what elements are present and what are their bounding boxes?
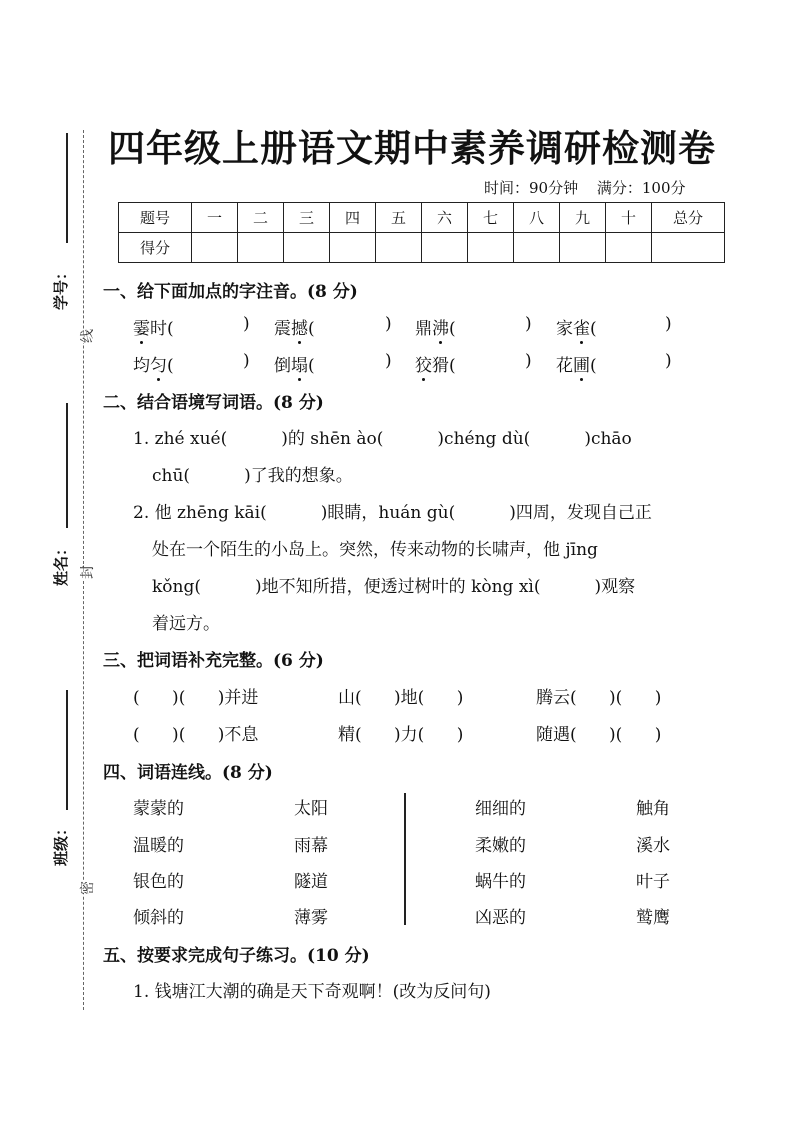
score-header-cell: 一 (192, 203, 238, 233)
dotted-char: 霎 (133, 319, 150, 339)
full-score-info: 满分：100分 (596, 179, 686, 197)
seal-char-seal: 封 (77, 565, 97, 579)
pinyin-item: 震撼( (274, 319, 315, 339)
section-2-title: 二、结合语境写词语。(8 分) (103, 393, 324, 413)
match-word[interactable]: 溪水 (636, 836, 670, 856)
dotted-char: 狡 (415, 356, 432, 376)
score-header-cell: 九 (560, 203, 606, 233)
pinyin-close: ) (665, 314, 672, 334)
score-cell-total[interactable] (652, 233, 725, 263)
match-word[interactable]: 太阳 (294, 799, 328, 819)
dotted-char: 塌 (291, 356, 308, 376)
match-word[interactable]: 温暖的 (133, 836, 184, 856)
score-table-score-row (119, 233, 725, 263)
matching-divider (404, 793, 406, 925)
match-word[interactable]: 叶子 (636, 872, 670, 892)
pinyin-item: 倒塌( (274, 356, 315, 376)
score-table-header-row (119, 203, 725, 233)
score-header-cell: 题号 (119, 203, 192, 233)
s2-line: kǒng( )地不知所措，便透过树叶的 kòng xì( )观察 (152, 577, 636, 597)
s2-line: chū( )了我的想象。 (152, 466, 353, 486)
pinyin-item: 均匀( (133, 356, 174, 376)
score-header-cell: 六 (422, 203, 468, 233)
match-word[interactable]: 细细的 (475, 799, 526, 819)
score-cell[interactable] (514, 233, 560, 263)
class-underline (66, 690, 68, 810)
score-cell[interactable] (192, 233, 238, 263)
time-info: 时间：90分钟 (484, 179, 579, 197)
dotted-char: 雀 (573, 319, 590, 339)
pinyin-close: ) (385, 314, 392, 334)
score-header-cell: 十 (606, 203, 652, 233)
dotted-char: 撼 (291, 319, 308, 339)
pinyin-close: ) (385, 351, 392, 371)
score-header-cell: 三 (284, 203, 330, 233)
score-cell[interactable] (284, 233, 330, 263)
student-id-label: 学号： (52, 264, 70, 310)
class-label: 班级： (52, 820, 70, 866)
idiom-item: ( )( )不息 (133, 725, 259, 745)
section-3-title: 三、把词语补充完整。(6 分) (103, 651, 324, 671)
exam-meta (484, 177, 700, 198)
seal-char-secret: 密 (77, 881, 97, 895)
match-word[interactable]: 触角 (636, 799, 670, 819)
name-label: 姓名： (52, 540, 70, 586)
pinyin-item: 家雀( (556, 319, 597, 339)
pinyin-close: ) (243, 351, 250, 371)
match-word[interactable]: 薄雾 (294, 908, 328, 928)
pinyin-close: ) (525, 351, 532, 371)
score-cell[interactable] (606, 233, 652, 263)
s2-line: 着远方。 (152, 614, 220, 634)
idiom-item: 山( )地( ) (338, 688, 464, 708)
score-cell[interactable] (468, 233, 514, 263)
match-word[interactable]: 倾斜的 (133, 908, 184, 928)
section-1-title: 一、给下面加点的字注音。(8 分) (103, 282, 358, 302)
match-word[interactable]: 柔嫩的 (475, 836, 526, 856)
score-cell[interactable] (560, 233, 606, 263)
score-header-cell: 七 (468, 203, 514, 233)
pinyin-item: 霎时( (133, 319, 174, 339)
match-word[interactable]: 银色的 (133, 872, 184, 892)
seal-char-line: 线 (77, 329, 97, 343)
score-header-cell: 总分 (652, 203, 725, 233)
idiom-item: 随遇( )( ) (536, 725, 662, 745)
pinyin-item: 狡猾( (415, 356, 456, 376)
idiom-item: 精( )力( ) (338, 725, 464, 745)
dotted-char: 圃 (573, 356, 590, 376)
student-id-underline (66, 133, 68, 243)
match-word[interactable]: 隧道 (294, 872, 328, 892)
match-word[interactable]: 蒙蒙的 (133, 799, 184, 819)
exam-title: 四年级上册语文期中素养调研检测卷 (108, 126, 716, 170)
match-word[interactable]: 蜗牛的 (475, 872, 526, 892)
score-cell[interactable] (376, 233, 422, 263)
section-4-title: 四、词语连线。(8 分) (103, 763, 273, 783)
s2-line: 2. 他 zhēng kāi( )眼睛，huán gù( )四周，发现自己正 (133, 503, 652, 523)
score-cell[interactable] (238, 233, 284, 263)
s2-line: 1. zhé xué( )的 shēn ào( )chéng dù( )chāo (133, 429, 632, 449)
name-underline (66, 403, 68, 528)
pinyin-item: 鼎沸( (415, 319, 456, 339)
s2-line: 处在一个陌生的小岛上。突然，传来动物的长啸声，他 jīng (152, 540, 598, 560)
s5-question-1: 1. 钱塘江大潮的确是天下奇观啊！(改为反问句) (133, 982, 491, 1002)
pinyin-close: ) (665, 351, 672, 371)
score-row-label: 得分 (119, 233, 192, 263)
score-header-cell: 八 (514, 203, 560, 233)
score-cell[interactable] (422, 233, 468, 263)
match-word[interactable]: 鹫鹰 (636, 908, 670, 928)
dotted-char: 匀 (150, 356, 167, 376)
pinyin-item: 花圃( (556, 356, 597, 376)
pinyin-close: ) (525, 314, 532, 334)
section-5-title: 五、按要求完成句子练习。(10 分) (103, 946, 370, 966)
match-word[interactable]: 凶恶的 (475, 908, 526, 928)
idiom-item: 腾云( )( ) (536, 688, 662, 708)
idiom-item: ( )( )并进 (133, 688, 259, 708)
dotted-char: 沸 (432, 319, 449, 339)
score-header-cell: 四 (330, 203, 376, 233)
pinyin-close: ) (243, 314, 250, 334)
match-word[interactable]: 雨幕 (294, 836, 328, 856)
score-header-cell: 五 (376, 203, 422, 233)
score-cell[interactable] (330, 233, 376, 263)
score-table (118, 202, 725, 263)
score-header-cell: 二 (238, 203, 284, 233)
